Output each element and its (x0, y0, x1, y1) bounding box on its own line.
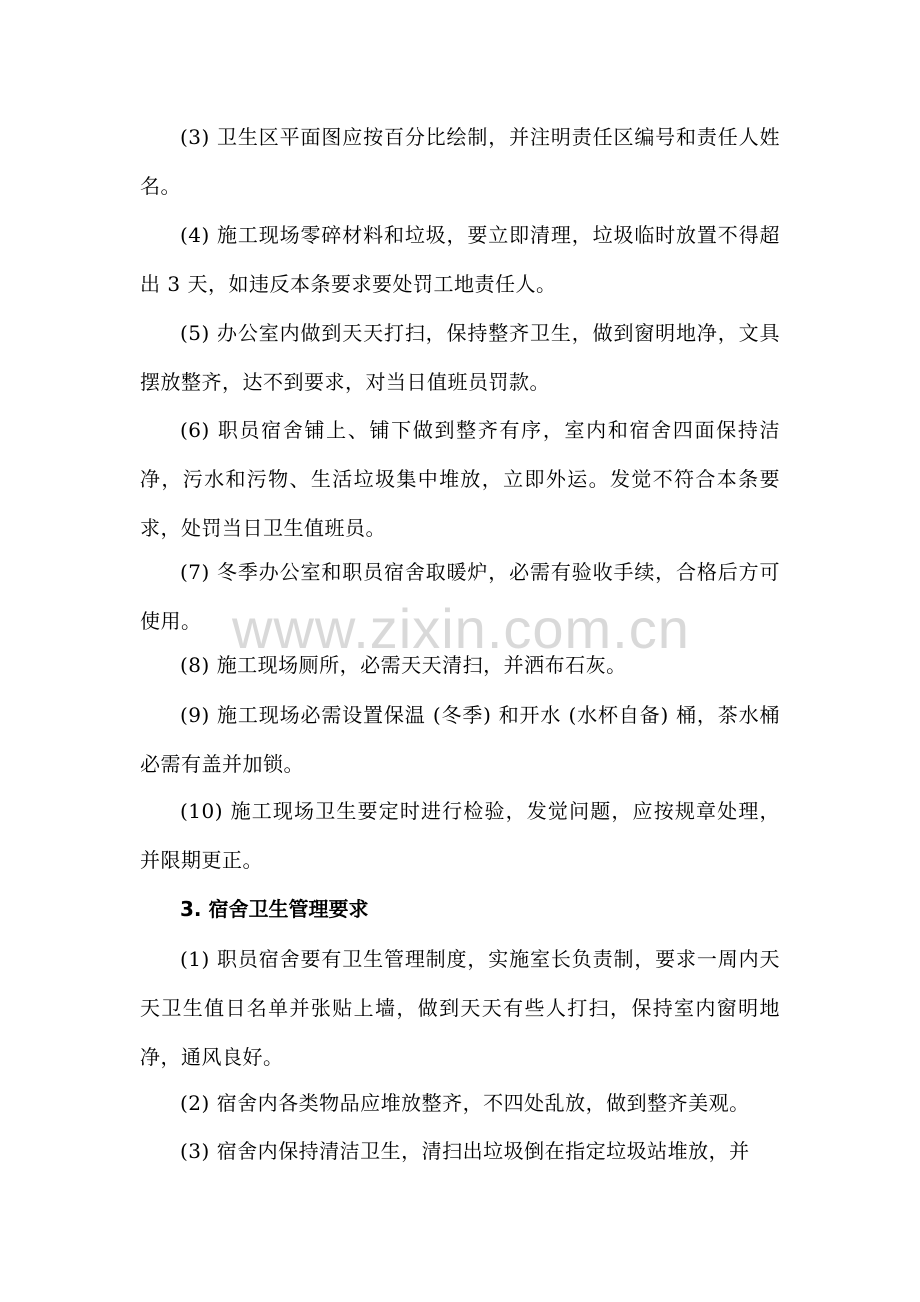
section-heading: 3. 宿舍卫生管理要求 (180, 897, 369, 921)
watermark-text: www.zixin.com.cn (232, 597, 690, 660)
paragraph-item-7: (7) 冬季办公室和职员宿舍取暖炉，必需有验收手续，合格后方可使用。 (140, 560, 780, 633)
section-paragraph-2: (2) 宿舍内各类物品应堆放整齐，不四处乱放，做到整齐美观。 (180, 1091, 750, 1115)
section-paragraph-1: (1) 职员宿舍要有卫生管理制度，实施室长负责制，要求一周内天天卫生值日名单并张贴上墙，做到天天有些人打扫，保持室内窗明地净，通风良好。 (140, 947, 780, 1069)
paragraph-item-3: (3) 卫生区平面图应按百分比绘制，并注明责任区编号和责任人姓名。 (140, 125, 780, 198)
paragraph-item-4: (4) 施工现场零碎材料和垃圾，要立即清理，垃圾临时放置不得超出 3 天，如违反本条要求要处罚工地责任人。 (140, 223, 780, 296)
section-paragraph-3: (3) 宿舍内保持清洁卫生，清扫出垃圾倒在指定垃圾站堆放，并 (180, 1139, 750, 1163)
paragraph-item-9: (9) 施工现场必需设置保温 (冬季) 和开水 (水杯自备) 桶，茶水桶必需有盖并加锁。 (140, 703, 780, 776)
paragraph-item-6: (6) 职员宿舍铺上、铺下做到整齐有序，室内和宿舍四面保持洁净，污水和污物、生活垃圾集中堆放，立即外运。发觉不符合本条要求，处罚当日卫生值班员。 (140, 418, 780, 540)
paragraph-item-8: (8) 施工现场厕所，必需天天清扫，并洒布石灰。 (180, 653, 627, 677)
paragraph-item-5: (5) 办公室内做到天天打扫，保持整齐卫生，做到窗明地净，文具摆放整齐，达不到要求，对当日值班员罚款。 (140, 321, 780, 394)
paragraph-item-10: (10) 施工现场卫生要定时进行检验，发觉问题，应按规章处理，并限期更正。 (140, 799, 780, 872)
